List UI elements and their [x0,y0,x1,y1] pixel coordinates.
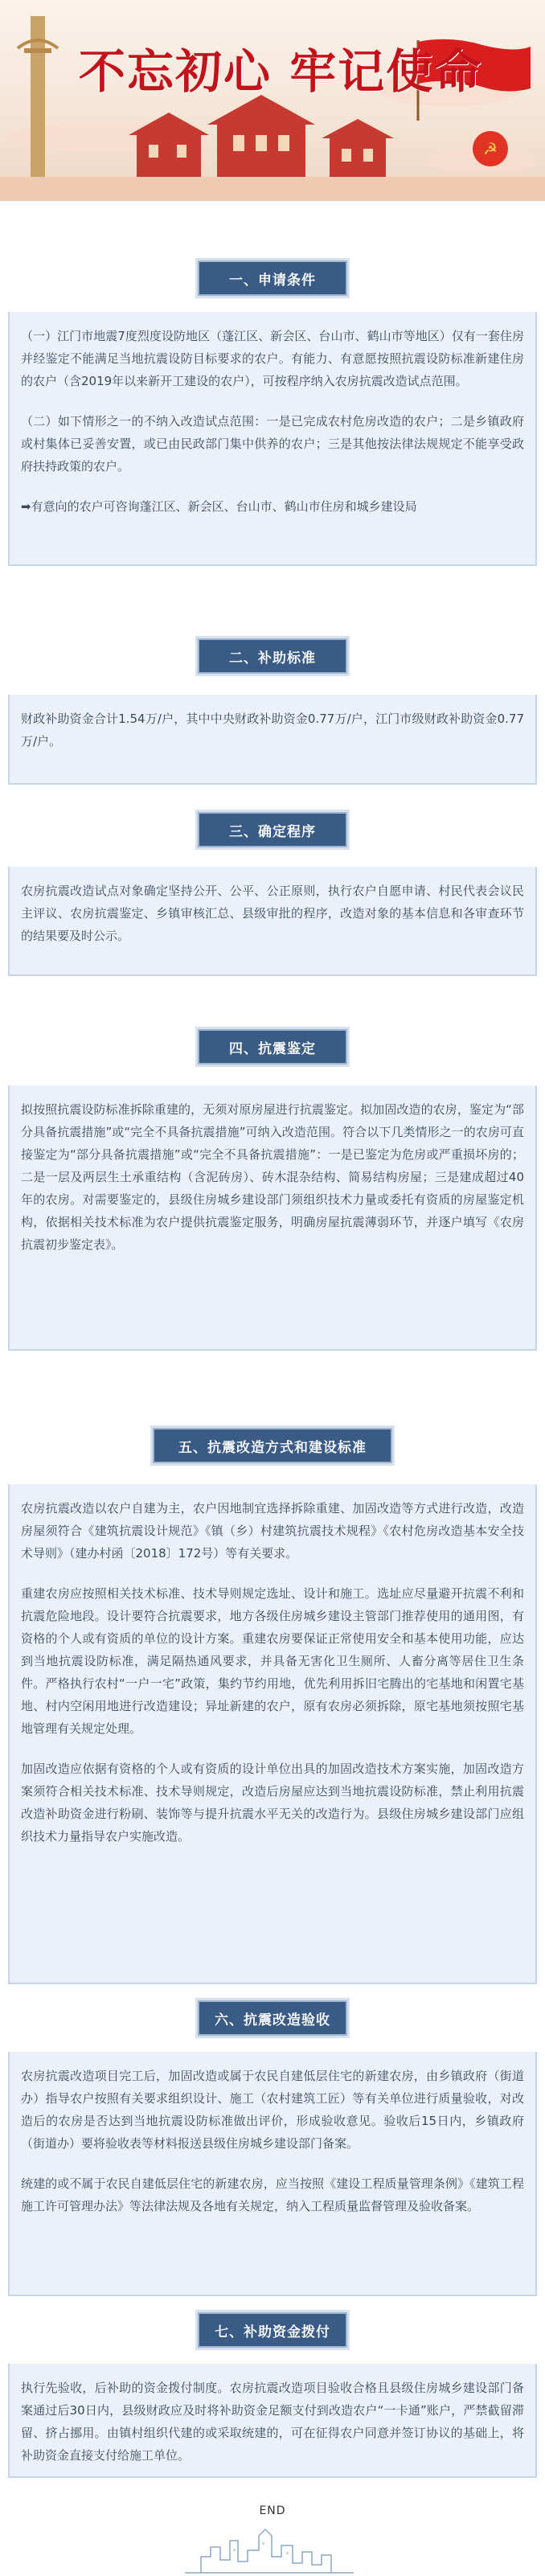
section-heading: 二、补助标准 [198,638,347,674]
paragraph: 加固改造应依据有资格的个人或有资质的设计单位出具的加固改造技术方案实施，加固改造方案须符合相关技术标准、技术导则规定，改造后房屋应达到当地抗震设防标准，禁止利用抗震改造补助资金进行粉刷、装饰等与提升抗震水平无关的改造行为。县级住房城乡建设部门应组织技术力量指导农户实施改造。 [21,1762,524,1844]
pillar-icon [18,16,58,196]
section-head-4 [0,1024,545,1069]
divider [8,1349,537,1351]
divider [8,783,537,785]
banner-title: 不忘初心 牢记使命 [79,44,483,99]
banner [0,0,545,201]
section-heading: 五、抗震改造方式和建设标准 [153,1428,392,1463]
divider [8,2295,537,2296]
section-content-2 [8,695,537,783]
section-content-3 [8,867,537,974]
section-head-7 [0,2307,545,2352]
section-heading: 四、抗震鉴定 [198,1029,347,1064]
end-label: END [259,2504,286,2517]
paragraph: 统建的或不属于农民自建低层住宅的新建农房，应当按照《建设工程质量管理条例》《建筑工程施工许可管理办法》等法律法规及各地有关规定，纳入工程质量监督管理及验收备案。 [21,2176,524,2213]
section-content-4 [8,1085,537,1349]
section-head-6 [0,1996,545,2041]
paragraph: （二）如下情形之一的不纳入改造试点范围：一是已完成农村危房改造的农户；二是乡镇政府或村集体已妥善安置，或已由民政部门集中供养的农户；三是其他按法律法规规定不能享受政府扶持政策的农户。 [21,414,524,474]
section-heading: 三、确定程序 [198,812,347,847]
paragraph: 农房抗震改造以农户自建为主，农户因地制宜选择拆除重建、加固改造等方式进行改造，改造房屋须符合《建筑抗震设计规范》《镇（乡）村建筑抗震技术规程》《农村危房改造基本安全技术导则》（建办村函〔2018〕172号）等有关要求。 [21,1501,524,1561]
section-content-1 [8,312,537,564]
paragraph: 拟按照抗震设防标准拆除重建的，无须对原房屋进行抗震鉴定。拟加固改造的农房，鉴定为“部分具备抗震措施”或“完全不具备抗震措施”可纳入改造范围。符合以下几类情形之一的农房可直接鉴定为“部分具备抗震措施”或“完全不具备抗震措施”：一是已鉴定为危房或严重损坏房的；二是一层及两层生土承重结构（含泥砖房）、砖木混杂结构、简易结构房屋；三是建成超过40年的农房。对需要鉴定的，县级住房城乡建设部门须组织技术力量或委托有资质的房屋鉴定机构，依据相关技术标准为农户提供抗震鉴定服务，明确房屋抗震薄弱环节，并逐户填写《农房抗震初步鉴定表》。 [21,1102,524,1252]
paragraph: 重建农房应按照相关技术标准、技术导则规定选址、设计和施工。选址应尽量避开抗震不利和抗震危险地段。设计要符合抗震要求，地方各级住房城乡建设主管部门推荐使用的通用图，有资格的个人或有资质的单位的设计方案。重建农房要保证正常使用安全和基本使用功能，应达到当地抗震设防标准，满足隔热通风要求，并具备无害化卫生厕所、人畜分离等居住卫生条件。严格执行农村“一户一宅”政策，集约节约用地，优先利用拆旧宅腾出的宅基地和闲置宅基地、村内空闲用地进行改造建设；异址新建的农户，原有农房必须拆除，原宅基地须按照宅基地管理有关规定处理。 [21,1586,524,1736]
paragraph: （一）江门市地震7度烈度设防地区（蓬江区、新会区、台山市、鹤山市等地区）仅有一套住房并经鉴定不能满足当地抗震设防目标要求的农户。有能力、有意愿按照抗震设防标准新建住房的农户（含2019年以来新开工建设的农户），可按程序纳入农房抗震改造试点范围。 [21,329,524,388]
paragraph: 农房抗震改造项目完工后，加固改造或属于农民自建低层住宅的新建农房，由乡镇政府（街道办）指导农户按照有关要求组织设计、施工（农村建筑工匠）等有关单位进行质量验收，对改造后的农房是否达到当地抗震设防标准做出评价，形成验收意见。验收后15日内，乡镇政府（街道办）要将验收表等材料报送县级住房城乡建设部门备案。 [21,2069,524,2151]
section-heading: 七、补助资金拨付 [198,2312,347,2348]
svg-text:☭: ☭ [483,139,498,158]
section-content-6 [8,2052,537,2295]
divider [8,564,537,566]
section-head-3 [0,807,545,852]
paragraph: 农房抗震改造试点对象确定坚持公开、公平、公正原则，执行农户自愿申请、村民代表会议民主评议、农房抗震鉴定、乡镇审核汇总、县级审批的程序，改造对象的基本信息和各审查环节的结果要及时公示。 [21,884,524,943]
divider [8,1983,537,1984]
city-skyline-icon [0,2525,545,2576]
section-heading: 六、抗震改造验收 [198,2000,347,2036]
paragraph: 财政补助资金合计1.54万/户，其中中央财政补助资金0.77万/户，江门市级财政补助资金0.77万/户。 [21,712,524,749]
section-content-5 [8,1484,537,1983]
divider [8,2476,537,2478]
section-content-7 [8,2364,537,2476]
section-head-2 [0,634,545,679]
divider [8,974,537,976]
section-heading: 一、申请条件 [198,260,347,296]
section-head-5 [0,1423,545,1468]
section-head-1 [0,256,545,301]
contact-note: ➡有意向的农户可咨询蓬江区、新会区、台山市、鹤山市住房和城乡建设局 [21,499,417,514]
paragraph: 执行先验收，后补助的资金拨付制度。农房抗震改造项目验收合格且县级住房城乡建设部门备案通过后30日内，县级财政应及时将补助资金足额支付到改造农户“一卡通”账户，严禁截留滞留、挤占挪用。由镇村组织代建的或采取统建的，可在征得农户同意并签订协议的基础上，将补助资金直接支付给施工单位。 [21,2381,524,2463]
